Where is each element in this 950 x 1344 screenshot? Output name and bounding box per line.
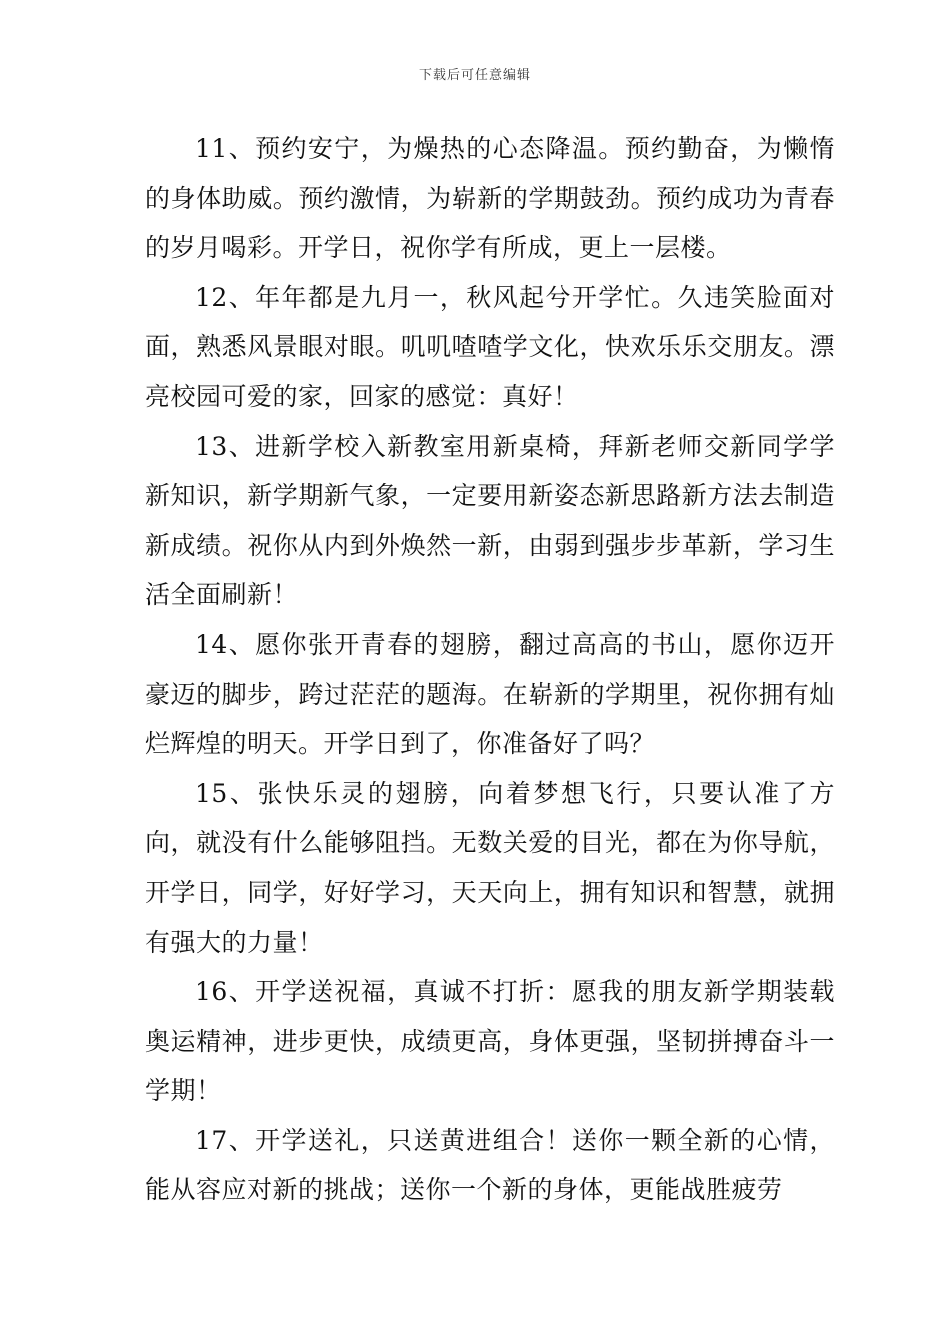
paragraph-13: 13、进新学校入新教室用新桌椅，拜新老师交新同学学新知识，新学期新气象，一定要用新姿态新思路新方法去制造新成绩。祝你从内到外焕然一新，由弱到强步步革新，学习生活全面刷新！: [145, 431, 835, 610]
paragraph-11: 11、预约安宁，为燥热的心态降温。预约勤奋，为懒惰的身体助威。预约激情，为崭新的学期鼓劲。预约成功为青春的岁月喝彩。开学日，祝你学有所成，更上一层楼。: [145, 134, 835, 263]
paragraph-17: 17、开学送礼，只送黄进组合！送你一颗全新的心情，能从容应对新的挑战；送你一个新的身体，更能战胜疲劳: [145, 1125, 835, 1205]
paragraph-14: 14、愿你张开青春的翅膀，翻过高高的书山，愿你迈开豪迈的脚步，跨过茫茫的题海。在崭新的学期里，祝你拥有灿烂辉煌的明天。开学日到了，你准备好了吗？: [145, 629, 835, 759]
paragraph-16: 16、开学送祝福，真诚不打折：愿我的朋友新学期装载奥运精神，进步更快，成绩更高，身体更强，坚韧拼搏奋斗一学期！: [145, 977, 835, 1106]
paragraph-15: 15、张快乐灵的翅膀，向着梦想飞行，只要认准了方向，就没有什么能够阻挡。无数关爱的目光，都在为你导航，开学日，同学，好好学习，天天向上，拥有知识和智慧，就拥有强大的力量！: [145, 778, 835, 957]
paragraph-12: 12、年年都是九月一，秋风起兮开学忙。久违笑脸面对面，熟悉风景眼对眼。叽叽喳喳学文化，快欢乐乐交朋友。漂亮校园可爱的家，回家的感觉：真好！: [145, 282, 835, 411]
page-header: 下载后可任意编辑: [418, 68, 531, 83]
document-body: [145, 124, 835, 1215]
